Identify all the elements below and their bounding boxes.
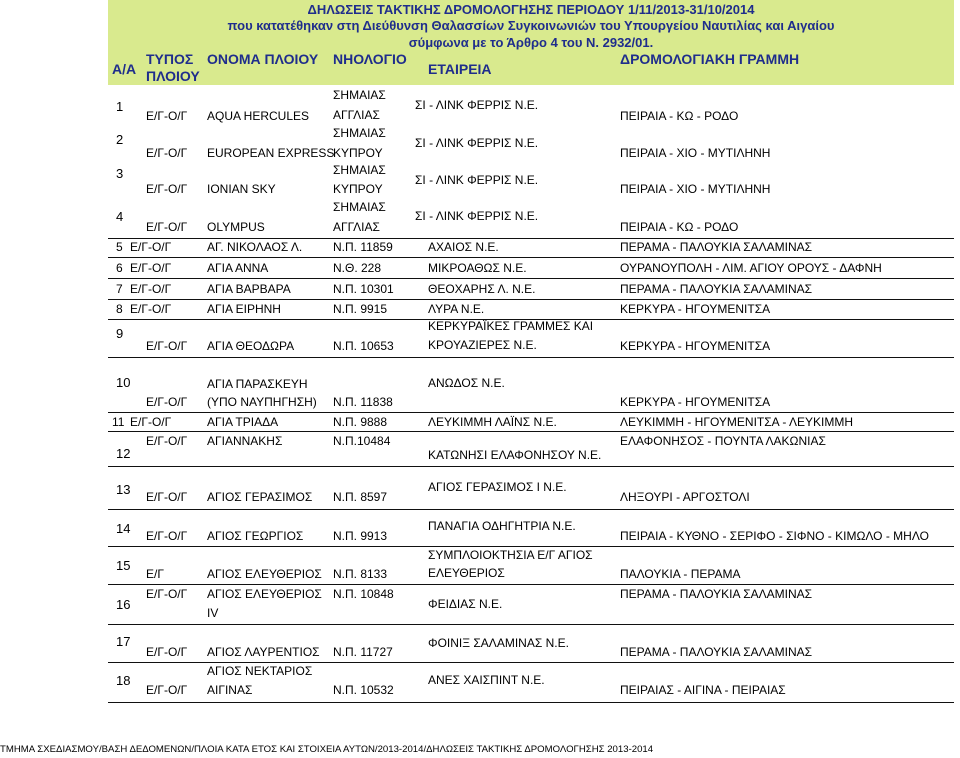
row-16-company: ΦΕΙΔΙΑΣ Ν.Ε.	[428, 597, 503, 611]
row-5-route: ΠΕΡΑΜΑ - ΠΑΛΟΥΚΙΑ ΣΑΛΑΜΙΝΑΣ	[620, 240, 813, 254]
row-5-name: ΑΓ. ΝΙΚΟΛΑΟΣ Λ.	[207, 240, 303, 254]
row-2-registry: ΣΗΜΑΙΑΣ	[333, 126, 386, 140]
row-15-registry: Ν.Π. 8133	[333, 567, 388, 581]
header-type: ΤΥΠΟΣ	[146, 51, 194, 67]
row-13-company: ΑΓΙΟΣ ΓΕΡΑΣΙΜΟΣ Ι Ν.Ε.	[428, 480, 567, 494]
row-5-company: ΑΧΑΙΟΣ Ν.Ε.	[428, 240, 499, 254]
row-1-company: ΣΙ - ΛΙΝΚ ΦΕΡΡΙΣ Ν.Ε.	[415, 98, 539, 112]
row-divider	[108, 238, 954, 239]
row-16-name: ΑΓΙΟΣ ΕΛΕΥΘΕΡΙΟΣ	[207, 587, 322, 601]
row-18-route: ΠΕΙΡΑΙΑΣ - ΑΙΓΙΝΑ - ΠΕΙΡΑΙΑΣ	[620, 683, 786, 697]
row-10-type: Ε/Γ-Ο/Γ	[146, 395, 188, 409]
row-12-registry: Ν.Π.10484	[333, 434, 391, 448]
row-11-company: ΛΕΥΚΙΜΜΗ ΛΑΪΝΣ Ν.Ε.	[428, 415, 557, 429]
row-18-registry: Ν.Π. 10532	[333, 683, 394, 697]
row-18-name-2: ΑΙΓΙΝΑΣ	[207, 683, 253, 697]
row-divider	[108, 702, 954, 703]
row-6-number: 6	[116, 261, 123, 275]
row-2-name: EUROPEAN EXPRESS	[207, 146, 335, 160]
row-divider	[108, 466, 954, 467]
row-divider	[108, 431, 954, 432]
row-5-number: 5	[116, 240, 123, 254]
row-4-type: Ε/Γ-Ο/Γ	[146, 220, 188, 234]
title-line-3: σύμφωνα με το Άρθρο 4 του Ν. 2932/01.	[408, 35, 654, 50]
row-17-route: ΠΕΡΑΜΑ - ΠΑΛΟΥΚΙΑ ΣΑΛΑΜΙΝΑΣ	[620, 645, 813, 659]
row-18-number: 18	[116, 673, 131, 688]
row-divider	[108, 299, 954, 300]
row-7-registry: Ν.Π. 10301	[333, 282, 394, 296]
row-1-registry-2: ΑΓΓΛΙΑΣ	[333, 108, 380, 122]
row-9-number: 9	[116, 326, 124, 341]
row-10-name-2: (ΥΠΟ ΝΑΥΠΗΓΗΣΗ)	[207, 395, 317, 409]
row-16-type: Ε/Γ-Ο/Γ	[146, 587, 188, 601]
row-8-company: ΛΥΡΑ Ν.Ε.	[428, 302, 485, 316]
footer-path: ΤΜΗΜΑ ΣΧΕΔΙΑΣΜΟΥ/ΒΑΣΗ ΔΕΔΟΜΕΝΩΝ/ΠΛΟΙΑ ΚΑΤΑ ΕΤΟΣ ΚΑΙ ΣΤΟΙΧΕΙΑ ΑΥΤΩΝ/2013-2014/ΔΗΛΩΣΕΙΣ ΤΑΚΤΙΚΗΣ ΔΡΟΜΟΛΟΓΗΣΗΣ 2013-2014	[0, 744, 654, 755]
row-divider	[108, 509, 954, 510]
row-2-company: ΣΙ - ΛΙΝΚ ΦΕΡΡΙΣ Ν.Ε.	[415, 136, 539, 150]
row-7-name: ΑΓΙΑ ΒΑΡΒΑΡΑ	[207, 282, 291, 296]
row-16-number: 16	[116, 597, 131, 612]
row-17-company: ΦΟΙΝΙΞ ΣΑΛΑΜΙΝΑΣ Ν.Ε.	[428, 636, 569, 650]
row-10-company: ΑΝΩΔΟΣ Ν.Ε.	[428, 376, 505, 390]
row-15-company-2: ΕΛΕΥΘΕΡΙΟΣ	[428, 566, 505, 580]
row-11-route: ΛΕΥΚΙΜΜΗ - ΗΓΟΥΜΕΝΙΤΣΑ - ΛΕΥΚΙΜΜΗ	[620, 415, 854, 429]
row-6-name: ΑΓΙΑ ΑΝΝΑ	[207, 261, 269, 275]
row-divider	[108, 662, 954, 663]
row-4-route: ΠΕΙΡΑΙΑ - ΚΩ - ΡΟΔΟ	[620, 220, 739, 234]
row-2-registry-2: ΚΥΠΡΟΥ	[333, 146, 383, 160]
row-9-company: ΚΕΡΚΥΡΑΪΚΕΣ ΓΡΑΜΜΕΣ ΚΑΙ	[428, 319, 594, 333]
row-11-number: 11	[112, 415, 125, 429]
row-3-route: ΠΕΙΡΑΙΑ - ΧΙΟ - ΜΥΤΙΛΗΝΗ	[620, 182, 771, 196]
row-13-name: ΑΓΙΟΣ ΓΕΡΑΣΙΜΟΣ	[207, 490, 313, 504]
header-aa: Α/Α	[112, 61, 137, 77]
row-3-registry-2: ΚΥΠΡΟΥ	[333, 182, 383, 196]
row-15-name: ΑΓΙΟΣ ΕΛΕΥΘΕΡΙΟΣ	[207, 567, 322, 581]
row-8-route: ΚΕΡΚΥΡΑ - ΗΓΟΥΜΕΝΙΤΣΑ	[620, 302, 771, 316]
row-17-number: 17	[116, 634, 131, 649]
row-4-company: ΣΙ - ΛΙΝΚ ΦΕΡΡΙΣ Ν.Ε.	[415, 209, 539, 223]
row-1-name: AQUA HERCULES	[207, 109, 310, 123]
header-route: ΔΡΟΜΟΛΟΓΙΑΚΗ ΓΡΑΜΜΗ	[620, 51, 800, 67]
row-9-route: ΚΕΡΚΥΡΑ - ΗΓΟΥΜΕΝΙΤΣΑ	[620, 339, 771, 353]
row-4-name: OLYMPUS	[207, 220, 265, 234]
row-3-registry: ΣΗΜΑΙΑΣ	[333, 163, 386, 177]
row-11-type: Ε/Γ-Ο/Γ	[130, 415, 172, 429]
row-6-registry: Ν.Θ. 228	[333, 261, 382, 275]
row-2-route: ΠΕΙΡΑΙΑ - ΧΙΟ - ΜΥΤΙΛΗΝΗ	[620, 146, 771, 160]
row-16-route: ΠΕΡΑΜΑ - ΠΑΛΟΥΚΙΑ ΣΑΛΑΜΙΝΑΣ	[620, 587, 813, 601]
row-3-type: Ε/Γ-Ο/Γ	[146, 182, 188, 196]
row-1-registry: ΣΗΜΑΙΑΣ	[333, 88, 386, 102]
row-8-name: ΑΓΙΑ ΕΙΡΗΝΗ	[207, 302, 281, 316]
row-18-company: ΑΝΕΣ ΧΑΙΣΠΙΝΤ Ν.Ε.	[428, 673, 545, 687]
row-11-name: ΑΓΙΑ ΤΡΙΑΔΑ	[207, 415, 279, 429]
row-14-company: ΠΑΝΑΓΙΑ ΟΔΗΓΗΤΡΙΑ Ν.Ε.	[428, 519, 576, 533]
row-18-type: Ε/Γ-Ο/Γ	[146, 683, 188, 697]
row-16-registry: Ν.Π. 10848	[333, 587, 394, 601]
row-12-company: ΚΑΤΩΝΗΣΙ ΕΛΑΦΟΝΗΣΟΥ Ν.Ε.	[428, 448, 602, 462]
row-5-type: Ε/Γ-Ο/Γ	[130, 240, 172, 254]
row-9-registry: Ν.Π. 10653	[333, 339, 394, 353]
row-13-number: 13	[116, 482, 131, 497]
row-13-registry: Ν.Π. 8597	[333, 490, 388, 504]
row-13-route: ΛΗΞΟΥΡΙ - ΑΡΓΟΣΤΟΛΙ	[620, 490, 750, 504]
row-9-name: ΑΓΙΑ ΘΕΟΔΩΡΑ	[207, 339, 295, 353]
row-1-number: 1	[116, 99, 124, 114]
row-4-registry: ΣΗΜΑΙΑΣ	[333, 200, 386, 214]
row-10-name: ΑΓΙΑ ΠΑΡΑΣΚΕΥΗ	[207, 377, 308, 391]
row-14-registry: Ν.Π. 9913	[333, 529, 388, 543]
row-15-route: ΠΑΛΟΥΚΙΑ - ΠΕΡΑΜΑ	[620, 567, 741, 581]
row-3-number: 3	[116, 166, 124, 181]
header-company: ΕΤΑΙΡΕΙΑ	[428, 61, 492, 77]
row-divider	[108, 257, 954, 258]
row-10-route: ΚΕΡΚΥΡΑ - ΗΓΟΥΜΕΝΙΤΣΑ	[620, 395, 771, 409]
row-7-route: ΠΕΡΑΜΑ - ΠΑΛΟΥΚΙΑ ΣΑΛΑΜΙΝΑΣ	[620, 282, 813, 296]
row-12-number: 12	[116, 446, 131, 461]
row-17-type: Ε/Γ-Ο/Γ	[146, 645, 188, 659]
row-6-route: ΟΥΡΑΝΟΥΠΟΛΗ - ΛΙΜ. ΑΓΙΟΥ ΟΡΟΥΣ - ΔΑΦΝΗ	[620, 261, 882, 275]
row-11-registry: Ν.Π. 9888	[333, 415, 388, 429]
row-10-number: 10	[116, 375, 131, 390]
row-3-name: IONIAN SKY	[207, 182, 276, 196]
header-ship-name: ΟΝΟΜΑ ΠΛΟΙΟΥ	[207, 51, 319, 67]
row-5-registry: Ν.Π. 11859	[333, 240, 393, 254]
row-14-number: 14	[116, 521, 131, 536]
row-1-route: ΠΕΙΡΑΙΑ - ΚΩ - ΡΟΔΟ	[620, 109, 739, 123]
row-7-type: Ε/Γ-Ο/Γ	[130, 282, 172, 296]
header-type-line2: ΠΛΟΙΟΥ	[146, 68, 200, 84]
title-line-2: που κατατέθηκαν στη Διεύθυνση Θαλασσίων Συγκοινωνιών του Υπουργείου Ναυτιλίας και Αιγαίου	[227, 18, 835, 33]
row-4-registry-2: ΑΓΓΛΙΑΣ	[333, 220, 380, 234]
row-15-type: Ε/Γ	[146, 567, 164, 581]
row-18-name: ΑΓΙΟΣ ΝΕΚΤΑΡΙΟΣ	[207, 664, 313, 678]
row-3-company: ΣΙ - ΛΙΝΚ ΦΕΡΡΙΣ Ν.Ε.	[415, 173, 539, 187]
row-divider	[108, 546, 954, 547]
row-2-type: Ε/Γ-Ο/Γ	[146, 146, 188, 160]
row-8-type: Ε/Γ-Ο/Γ	[130, 302, 172, 316]
row-7-number: 7	[116, 282, 123, 296]
row-13-type: Ε/Γ-Ο/Γ	[146, 490, 188, 504]
row-14-name: ΑΓΙΟΣ ΓΕΩΡΓΙΟΣ	[207, 529, 304, 543]
row-2-number: 2	[116, 132, 124, 147]
header-registry: ΝΗΟΛΟΓΙΟ	[333, 51, 407, 67]
row-12-type: Ε/Γ-Ο/Γ	[146, 434, 188, 448]
row-15-number: 15	[116, 558, 131, 573]
title-line-1: ΔΗΛΩΣΕΙΣ ΤΑΚΤΙΚΗΣ ΔΡΟΜΟΛΟΓΗΣΗΣ ΠΕΡΙΟΔΟΥ 1/11/2013-31/10/2014	[307, 2, 755, 17]
row-12-route: ΕΛΑΦΟΝΗΣΟΣ - ΠΟΥΝΤΑ ΛΑΚΩΝΙΑΣ	[620, 434, 826, 448]
row-16-name-2: IV	[207, 606, 219, 620]
row-17-name: ΑΓΙΟΣ ΛΑΥΡΕΝΤΙΟΣ	[207, 645, 320, 659]
row-6-company: ΜΙΚΡΟΑΘΩΣ Ν.Ε.	[428, 261, 527, 275]
row-divider	[108, 412, 954, 413]
row-8-registry: Ν.Π. 9915	[333, 302, 388, 316]
row-10-registry: Ν.Π. 11838	[333, 395, 393, 409]
row-4-number: 4	[116, 209, 124, 224]
row-7-company: ΘΕΟΧΑΡΗΣ Λ. Ν.Ε.	[428, 282, 536, 296]
row-1-type: Ε/Γ-Ο/Γ	[146, 109, 188, 123]
row-12-name: ΑΓΙΑΝΝΑΚΗΣ	[207, 434, 283, 448]
row-divider	[108, 357, 954, 358]
row-14-route: ΠΕΙΡΑΙΑ - ΚΥΘΝΟ - ΣΕΡΙΦΟ - ΣΙΦΝΟ - ΚΙΜΩΛΟ - ΜΗΛΟ	[620, 529, 929, 543]
row-17-registry: Ν.Π. 11727	[333, 645, 393, 659]
row-8-number: 8	[116, 302, 123, 316]
row-divider	[108, 624, 954, 625]
row-6-type: Ε/Γ-Ο/Γ	[130, 261, 172, 275]
row-divider	[108, 584, 954, 585]
row-9-company-2: ΚΡΟΥΑΖΙΕΡΕΣ Ν.Ε.	[428, 338, 537, 352]
row-divider	[108, 278, 954, 279]
row-14-type: Ε/Γ-Ο/Γ	[146, 529, 188, 543]
row-9-type: Ε/Γ-Ο/Γ	[146, 339, 188, 353]
row-15-company: ΣΥΜΠΛΟΙΟΚΤΗΣΙΑ Ε/Γ ΑΓΙΟΣ	[428, 548, 593, 562]
